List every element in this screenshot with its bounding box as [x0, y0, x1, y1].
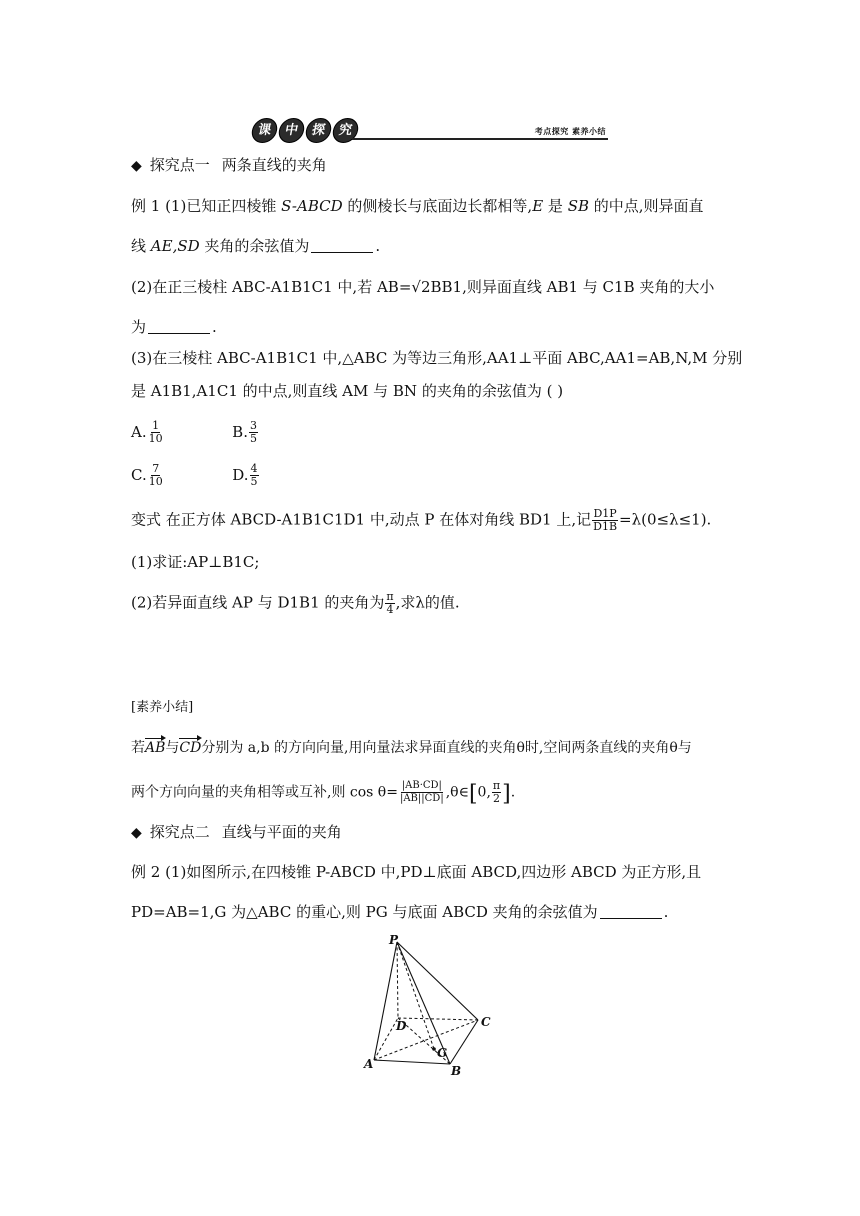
- text: 的侧棱长与底面边长都相等,: [342, 197, 533, 215]
- text: =λ(0≤λ≤1).: [619, 510, 712, 529]
- numerator: |AB·CD|: [401, 780, 442, 791]
- banner-rule: [352, 138, 608, 140]
- edge-ab: [374, 1060, 450, 1064]
- edge-bc: [450, 1020, 478, 1064]
- text: 若: [131, 740, 145, 756]
- edge-pa: [374, 942, 397, 1060]
- text: 例 1 (1)已知正四棱锥: [131, 197, 282, 215]
- label-a: A: [364, 1057, 374, 1071]
- diamond-bullet: ◆: [131, 158, 142, 174]
- math: S-ABCD: [281, 197, 343, 215]
- numerator: 3: [249, 419, 257, 432]
- summary-line2: [131, 780, 515, 805]
- option-label: B.: [232, 422, 248, 441]
- text: PD=AB=1,G 为△ABC 的重心,则 PG 与底面 ABCD 夹角的余弦值为: [131, 903, 598, 921]
- label-p: P: [389, 933, 399, 947]
- example2-line2: PD=AB=1,G 为△ABC 的重心,则 PG 与底面 ABCD 夹角的余弦值为 .: [131, 903, 669, 921]
- denominator: D1B: [593, 520, 618, 533]
- option-label: A.: [131, 422, 147, 441]
- summary-label: [素养小结]: [131, 700, 194, 715]
- example1-part2-line2: 为 .: [131, 318, 217, 336]
- section-heading-1: [131, 155, 327, 176]
- banner-char: 究: [331, 118, 360, 143]
- denominator: 2: [493, 792, 500, 805]
- fraction: [385, 591, 394, 616]
- fraction: [492, 780, 501, 805]
- text: 是: [543, 197, 568, 215]
- section-title: 直线与平面的夹角: [221, 823, 342, 841]
- example2-line1: 例 2 (1)如图所示,在四棱锥 P-ABCD 中,PD⊥底面 ABCD,四边形 ABCD 为正方形,且: [131, 863, 702, 881]
- denominator: |AB||CD|: [399, 793, 444, 804]
- numerator: π: [386, 590, 394, 603]
- example1-part1-line2: 线 AE,SD 夹角的余弦值为 .: [131, 237, 381, 255]
- summary-line1: [131, 738, 692, 758]
- numerator: 7: [152, 462, 160, 475]
- text: 两个方向向量的夹角相等或互补,则 cos θ=: [131, 784, 398, 801]
- numerator: 4: [250, 462, 258, 475]
- example1-part3-line1: (3)在三棱柱 ABC-A1B1C1 中,△ABC 为等边三角形,AA1⊥平面 ABC,AA1=AB,N,M 分别: [131, 349, 743, 367]
- text: 为: [131, 318, 147, 336]
- example1-part3-line2: 是 A1B1,A1C1 的中点,则直线 AM 与 BN 的夹角的余弦值为 ( ): [131, 382, 564, 400]
- edge-dc: [398, 1018, 478, 1020]
- vector-ab: AB: [145, 740, 166, 756]
- edge-pd: [397, 942, 398, 1018]
- text: 与: [165, 740, 180, 756]
- fraction: [148, 420, 164, 445]
- math: SB: [567, 197, 589, 215]
- answer-blank[interactable]: [148, 319, 210, 334]
- edge-pc: [397, 942, 478, 1020]
- text: (2)若异面直线 AP 与 D1B1 的夹角为: [131, 593, 385, 612]
- variant-question-1: (1)求证:AP⊥B1C;: [131, 553, 260, 571]
- option-label: C.: [131, 465, 147, 484]
- label-c: C: [481, 1015, 491, 1029]
- fraction: [249, 420, 258, 445]
- bracket-right: ]: [502, 781, 511, 807]
- denominator: 4: [386, 603, 394, 616]
- denominator: 10: [148, 475, 163, 488]
- answer-blank[interactable]: [311, 238, 373, 253]
- section-banner: [252, 118, 608, 142]
- text: 夹角的余弦值为: [199, 237, 310, 255]
- numerator: 1: [152, 419, 160, 432]
- option-label: D.: [232, 465, 249, 484]
- numerator: π: [492, 779, 501, 792]
- fraction: [148, 463, 164, 488]
- variant-line1: [131, 508, 711, 533]
- text: .: [510, 784, 516, 801]
- options-row-2: [131, 463, 260, 488]
- point-g: [432, 1047, 436, 1051]
- denominator: 10: [148, 432, 163, 445]
- banner-char: 课: [250, 118, 279, 143]
- label-b: B: [451, 1064, 462, 1078]
- text: 的中点,则异面直: [589, 197, 704, 215]
- example1-part1-line1: [131, 196, 704, 216]
- denominator: 5: [249, 432, 257, 445]
- option-a[interactable]: [131, 419, 165, 445]
- banner-char: 探: [304, 118, 333, 143]
- option-d[interactable]: [232, 462, 259, 488]
- section-title: 两条直线的夹角: [221, 156, 327, 174]
- banner-tag: 考点探究 素养小结: [534, 127, 606, 136]
- label-g: G: [437, 1046, 448, 1060]
- example1-part2-line1: (2)在正三棱柱 ABC-A1B1C1 中,若 AB=√2BB1,则异面直线 AB1 与 C1B 夹角的大小: [131, 278, 715, 296]
- section-heading-2: [131, 822, 342, 843]
- bracket-left: [: [468, 781, 478, 807]
- math: AE,SD: [150, 237, 200, 255]
- text: 分别为 a,b 的方向向量,用向量法求异面直线的夹角θ时,空间两条直线的夹角θ与: [201, 740, 692, 756]
- pyramid-figure: [362, 932, 502, 1078]
- text: ,θ∈: [445, 784, 469, 801]
- fraction: [592, 508, 618, 533]
- option-c[interactable]: [131, 462, 165, 488]
- text: 0,: [477, 784, 491, 801]
- answer-blank[interactable]: [600, 904, 662, 919]
- denominator: 5: [250, 475, 258, 488]
- banner-title: [252, 118, 358, 143]
- section-number: 探究点一: [149, 156, 210, 174]
- diamond-bullet: ◆: [131, 825, 142, 841]
- banner-char: 中: [277, 118, 306, 143]
- math: E: [532, 197, 544, 215]
- fraction: [399, 780, 445, 805]
- label-d: D: [396, 1019, 407, 1033]
- options-row-1: [131, 420, 259, 445]
- vector-cd: CD: [179, 740, 202, 756]
- text: 线: [131, 237, 151, 255]
- variant-question-2: [131, 591, 460, 616]
- option-b[interactable]: [232, 419, 259, 445]
- fraction: [250, 463, 259, 488]
- numerator: D1P: [593, 507, 617, 520]
- section-number: 探究点二: [149, 823, 210, 841]
- text: ,求λ的值.: [395, 593, 460, 612]
- text: 变式 在正方体 ABCD-A1B1C1D1 中,动点 P 在体对角线 BD1 上,记: [131, 510, 592, 529]
